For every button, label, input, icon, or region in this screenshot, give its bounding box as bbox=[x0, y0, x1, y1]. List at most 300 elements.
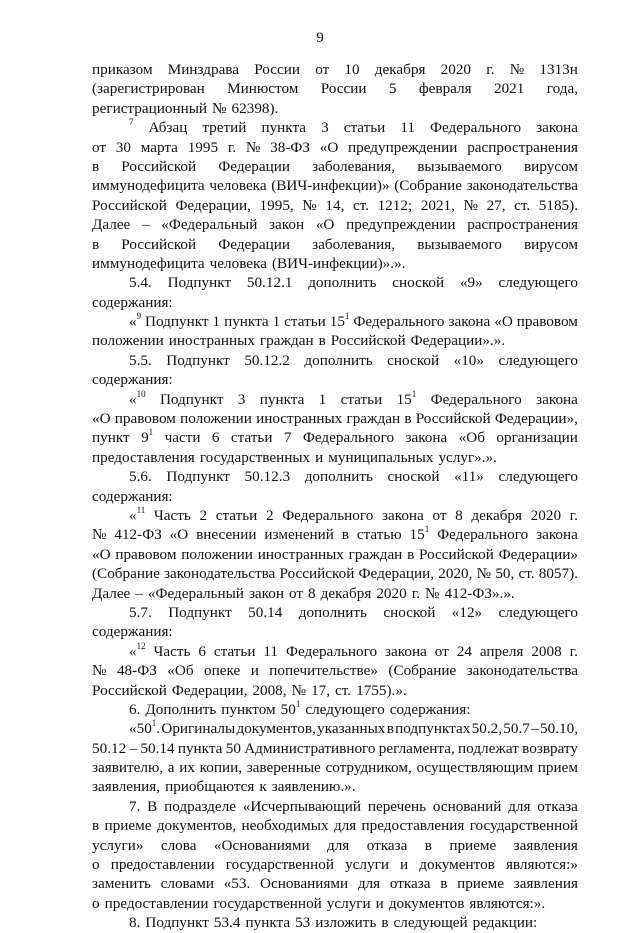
word: Абзац bbox=[148, 119, 188, 137]
word: (ВИЧ-инфекции)» bbox=[271, 177, 390, 195]
word: закона bbox=[536, 526, 578, 544]
word: 3 bbox=[321, 119, 329, 137]
word: 62398). bbox=[231, 99, 279, 117]
word: государственной bbox=[469, 817, 578, 835]
word: «53. bbox=[223, 875, 251, 893]
text-line bbox=[92, 118, 578, 137]
word: «О bbox=[315, 216, 335, 234]
word: – bbox=[142, 216, 150, 234]
word: № bbox=[92, 662, 107, 680]
page-number: 9 bbox=[316, 30, 324, 46]
word: иностранных bbox=[257, 545, 344, 563]
word: регистрационный bbox=[92, 99, 208, 117]
word: 2008, bbox=[252, 681, 287, 699]
word: и bbox=[375, 894, 384, 912]
word: Федерального bbox=[353, 313, 445, 331]
word: г. bbox=[411, 584, 420, 602]
word: Подпункт bbox=[167, 274, 232, 292]
word: Подпункт bbox=[166, 351, 230, 369]
word: ст. bbox=[518, 565, 535, 583]
word: Подпункт bbox=[159, 390, 224, 408]
text-line bbox=[92, 874, 578, 893]
word: законодательства bbox=[466, 177, 578, 195]
word: 1995 bbox=[187, 138, 219, 156]
word: 2 bbox=[199, 506, 208, 524]
word: Часть bbox=[153, 642, 191, 660]
word: 50, bbox=[495, 565, 515, 583]
text-line bbox=[92, 176, 578, 195]
word: (ВИЧ-инфекции)».». bbox=[271, 254, 406, 272]
word: вирусом bbox=[524, 235, 578, 253]
word: для bbox=[357, 875, 381, 893]
word: следующего bbox=[498, 274, 578, 292]
word: Федерации», bbox=[494, 410, 578, 428]
word: 17, bbox=[311, 681, 331, 699]
word: статьи bbox=[343, 119, 386, 137]
text-line bbox=[92, 390, 578, 409]
word: статьи bbox=[340, 390, 383, 408]
word: пункта bbox=[245, 914, 291, 932]
word: Подпункт bbox=[168, 603, 232, 621]
word: и bbox=[250, 662, 259, 680]
word: 2020 bbox=[376, 584, 407, 602]
word: «Федеральный bbox=[147, 584, 244, 602]
text-line bbox=[92, 836, 578, 855]
text-line bbox=[92, 351, 578, 370]
word: о bbox=[92, 856, 100, 874]
word: 6 bbox=[211, 429, 220, 447]
word: в bbox=[404, 410, 412, 428]
word: заявлению.». bbox=[271, 778, 356, 796]
word: граждан bbox=[346, 410, 401, 428]
word: вызываемого bbox=[417, 235, 502, 253]
word: Российской bbox=[92, 681, 167, 699]
word: Минюстом bbox=[227, 80, 299, 98]
text-line bbox=[92, 913, 578, 932]
word: 1755).». bbox=[356, 681, 407, 699]
word: «О bbox=[494, 313, 513, 331]
text-line bbox=[92, 777, 578, 796]
word: приобщаются bbox=[165, 778, 255, 796]
word: приеме bbox=[457, 875, 505, 893]
word: в bbox=[92, 235, 100, 253]
word: Российской bbox=[415, 410, 491, 428]
word: 48-ФЗ bbox=[116, 662, 157, 680]
word: опеке bbox=[204, 662, 241, 680]
word: человека bbox=[209, 254, 267, 272]
word: пункта bbox=[224, 313, 269, 331]
word: 50.12 bbox=[92, 739, 127, 757]
word: заявления, bbox=[92, 778, 161, 796]
word: 2020, bbox=[438, 565, 473, 583]
word: прием bbox=[537, 759, 578, 777]
word: «9» bbox=[459, 274, 483, 292]
word: заменить bbox=[92, 875, 151, 893]
word: предупреждении bbox=[346, 216, 456, 234]
text-line bbox=[92, 642, 578, 661]
word: «Основаниями bbox=[213, 836, 310, 854]
word: декабря bbox=[374, 61, 426, 78]
word: приказом bbox=[92, 61, 153, 78]
word: Федерации, bbox=[175, 196, 251, 214]
word: 50.7 bbox=[503, 720, 530, 738]
word: закона bbox=[448, 313, 491, 331]
word: государственной bbox=[213, 894, 322, 912]
word: в bbox=[440, 875, 448, 893]
word: государственных bbox=[199, 448, 311, 466]
text-line bbox=[92, 235, 578, 254]
word: «О bbox=[92, 545, 111, 563]
word: закона bbox=[381, 506, 424, 524]
text-line bbox=[92, 448, 578, 467]
word: пунктом bbox=[221, 700, 276, 718]
word: иностранных bbox=[168, 332, 255, 350]
word: России bbox=[320, 80, 367, 98]
text-line bbox=[92, 816, 578, 835]
word: в bbox=[381, 914, 389, 932]
word: сноской bbox=[387, 351, 440, 369]
word: 5.7. bbox=[129, 603, 152, 621]
text-line bbox=[92, 312, 578, 331]
text-line bbox=[92, 370, 578, 389]
word: пункта bbox=[177, 739, 223, 757]
word: осуществляющим bbox=[416, 759, 534, 777]
word: 7 bbox=[129, 117, 134, 128]
word: попечительстве» bbox=[269, 662, 378, 680]
word: заявления bbox=[513, 836, 578, 854]
text-line bbox=[92, 564, 578, 583]
word: в bbox=[407, 545, 415, 563]
text-line bbox=[92, 273, 578, 292]
word: содержания: bbox=[92, 293, 173, 311]
word: 5.4. bbox=[129, 274, 152, 292]
word: от bbox=[315, 61, 330, 78]
word: 1212; bbox=[377, 196, 413, 214]
word: содержания: bbox=[92, 487, 173, 505]
word: содержания: bbox=[389, 700, 471, 718]
word: «$^9$ bbox=[129, 311, 142, 331]
word: закона bbox=[536, 390, 578, 408]
word: Административного bbox=[244, 739, 376, 757]
word: 412-ФЗ bbox=[114, 526, 162, 544]
word: закона bbox=[536, 119, 578, 137]
word: распространения bbox=[467, 216, 578, 234]
word: $15^1$ bbox=[409, 524, 430, 544]
word: дополнить bbox=[304, 468, 373, 486]
word: 7 bbox=[283, 429, 292, 447]
word: Российской bbox=[121, 235, 197, 253]
word: 3 bbox=[237, 390, 246, 408]
word: закон bbox=[269, 216, 305, 234]
word: «$^{11}$ bbox=[129, 504, 146, 524]
word: Оригиналы bbox=[161, 720, 236, 738]
word: предоставления bbox=[361, 817, 465, 835]
word: сотрудником, bbox=[325, 759, 412, 777]
word: 6. bbox=[129, 700, 141, 718]
word: № bbox=[509, 61, 525, 78]
word: пункт bbox=[92, 429, 130, 447]
document-body bbox=[92, 60, 578, 933]
word: 27, bbox=[486, 196, 506, 214]
word: (Собрание bbox=[92, 565, 160, 583]
word: 5 bbox=[388, 80, 397, 98]
word: Дополнить bbox=[145, 700, 217, 718]
word: заверенные bbox=[246, 759, 321, 777]
word: от bbox=[289, 584, 304, 602]
word: для bbox=[327, 836, 350, 854]
word: 11 bbox=[400, 119, 415, 137]
word: к bbox=[259, 778, 267, 796]
word: части bbox=[164, 429, 201, 447]
word: «Федеральный bbox=[161, 216, 258, 234]
word: России bbox=[254, 61, 300, 78]
word: документов, bbox=[236, 720, 316, 738]
word: 1313н bbox=[539, 61, 578, 78]
word: 8 bbox=[308, 584, 316, 602]
word: 7. bbox=[129, 797, 141, 815]
word: № bbox=[425, 584, 440, 602]
word: «$^{10}$ bbox=[129, 388, 146, 408]
word: 5185). bbox=[538, 196, 578, 214]
word: статьи bbox=[230, 429, 273, 447]
word: и bbox=[400, 856, 409, 874]
word: ст. bbox=[514, 196, 531, 214]
word: содержания: bbox=[92, 623, 173, 641]
word: дополнить bbox=[304, 351, 373, 369]
text-line bbox=[92, 254, 578, 273]
word: (Собрание bbox=[388, 662, 457, 680]
word: Подпункт bbox=[166, 468, 230, 486]
word: 2021, bbox=[420, 196, 455, 214]
word: – bbox=[129, 739, 138, 757]
word: декабря bbox=[471, 506, 523, 524]
text-line bbox=[92, 719, 578, 738]
word: 50.14 bbox=[140, 739, 175, 757]
word: Минздрава bbox=[167, 61, 240, 78]
word: предоставления bbox=[92, 448, 195, 466]
word: Часть bbox=[153, 506, 191, 524]
word: законодательства bbox=[466, 662, 578, 680]
text-line bbox=[92, 797, 578, 816]
word: регламента, bbox=[378, 739, 455, 757]
word: 6 bbox=[198, 642, 206, 660]
text-line bbox=[92, 331, 578, 350]
word: для bbox=[508, 797, 531, 815]
word: $9^1$ bbox=[141, 427, 154, 447]
word: являются:» bbox=[505, 856, 578, 874]
word: подлежат bbox=[458, 739, 519, 757]
word: иммунодефицита bbox=[92, 177, 205, 195]
word: дополнить bbox=[298, 603, 367, 621]
word: предоставлении bbox=[110, 856, 215, 874]
word: редакции: bbox=[472, 914, 538, 932]
word: 2020 bbox=[530, 506, 562, 524]
word: оснований bbox=[432, 797, 502, 815]
word: Федерации bbox=[218, 157, 291, 175]
word: Федерального bbox=[437, 526, 529, 544]
word: закон bbox=[248, 584, 285, 602]
text-line bbox=[92, 467, 578, 486]
word: ст. bbox=[335, 681, 352, 699]
word: 50.12.2 bbox=[244, 351, 290, 369]
text-line bbox=[92, 60, 578, 79]
word: 50.12.1 bbox=[246, 274, 293, 292]
word: иностранных bbox=[256, 410, 343, 428]
word: следующего bbox=[498, 351, 578, 369]
text-line bbox=[92, 99, 578, 118]
word: пункта bbox=[259, 390, 305, 408]
word: правовом bbox=[115, 545, 177, 563]
word: Российской bbox=[419, 545, 494, 563]
word: 2021 bbox=[493, 80, 525, 98]
word: их bbox=[179, 759, 195, 777]
word: заболевания, bbox=[312, 235, 396, 253]
word: услуги bbox=[345, 856, 389, 874]
word: 412-ФЗ».». bbox=[444, 584, 515, 602]
word: законодательства bbox=[164, 565, 276, 583]
text-line bbox=[92, 681, 578, 700]
word: отказа bbox=[389, 875, 431, 893]
word: иммунодефицита bbox=[92, 254, 205, 272]
word: заявителю, bbox=[92, 759, 164, 777]
word: Основаниями bbox=[259, 875, 349, 893]
word: № bbox=[245, 138, 261, 156]
word: документов, bbox=[156, 817, 237, 835]
word: 30 bbox=[115, 138, 131, 156]
word: 8 bbox=[455, 506, 463, 524]
word: словами bbox=[160, 875, 214, 893]
word: г. bbox=[569, 506, 578, 524]
word: статьи bbox=[284, 313, 326, 331]
text-line bbox=[92, 487, 578, 506]
word: 53.4 bbox=[213, 914, 241, 932]
word: февраля bbox=[418, 80, 472, 98]
word: «$^{12}$ bbox=[129, 640, 146, 660]
word: г. bbox=[486, 61, 495, 78]
word: «О bbox=[169, 526, 189, 544]
word: – bbox=[135, 584, 143, 602]
word: «О bbox=[319, 138, 339, 156]
word: человека bbox=[209, 177, 267, 195]
word: 8. bbox=[129, 914, 141, 932]
word: 2 bbox=[265, 506, 274, 524]
word: изменений bbox=[264, 526, 334, 544]
word: перечень bbox=[367, 797, 427, 815]
word: Федерации, bbox=[171, 681, 248, 699]
word: «Исчерпывающий bbox=[242, 797, 362, 815]
word: в bbox=[318, 332, 326, 350]
word: $15^1$ bbox=[329, 311, 350, 331]
word: государственной bbox=[225, 856, 334, 874]
word: № bbox=[302, 196, 317, 214]
word: статьи bbox=[215, 506, 258, 524]
word: внесении bbox=[196, 526, 257, 544]
word: № bbox=[92, 526, 107, 544]
word: дополнить bbox=[308, 274, 377, 292]
text-line bbox=[92, 215, 578, 234]
word: Российской bbox=[92, 196, 167, 214]
word: марта bbox=[140, 138, 178, 156]
word: – bbox=[531, 720, 539, 738]
word: услуги» bbox=[92, 836, 144, 854]
word: Российской bbox=[330, 332, 406, 350]
word: статью bbox=[356, 526, 402, 544]
word: закона bbox=[405, 429, 448, 447]
word: Далее bbox=[92, 216, 131, 234]
word: распространения bbox=[467, 138, 578, 156]
text-line bbox=[92, 855, 578, 874]
word: 5.6. bbox=[129, 468, 152, 486]
word: следующего bbox=[498, 603, 578, 621]
word: г. bbox=[569, 642, 578, 660]
word: Российской bbox=[279, 565, 355, 583]
word: необходимых bbox=[241, 817, 329, 835]
word: 1 bbox=[318, 390, 327, 408]
text-line bbox=[92, 739, 578, 758]
word: содержания: bbox=[92, 371, 173, 389]
word: подразделе bbox=[164, 797, 236, 815]
word: Подпункт bbox=[145, 313, 209, 331]
word: «О bbox=[92, 410, 111, 428]
word: сноской bbox=[387, 468, 440, 486]
word: предоставлении bbox=[104, 894, 209, 912]
word: следующего bbox=[305, 700, 385, 718]
word: закона bbox=[385, 642, 427, 660]
text-line bbox=[92, 196, 578, 215]
word: в bbox=[386, 720, 394, 738]
word: в bbox=[424, 836, 432, 854]
word: $15^1$ bbox=[396, 388, 417, 408]
word: 38-ФЗ bbox=[270, 138, 310, 156]
text-line bbox=[92, 758, 578, 777]
word: сноской bbox=[383, 603, 436, 621]
word: Федерации, bbox=[358, 565, 435, 583]
word: № bbox=[212, 99, 227, 117]
text-line bbox=[92, 409, 578, 428]
word: года, bbox=[546, 80, 578, 98]
text-line bbox=[92, 157, 578, 176]
word: правовом bbox=[516, 313, 578, 331]
word: 24 bbox=[456, 642, 472, 660]
word: $50^1$ bbox=[280, 698, 301, 718]
word: организации bbox=[496, 429, 578, 447]
word: В bbox=[147, 797, 158, 815]
word: 1995, bbox=[259, 196, 294, 214]
word: «$50^1$. bbox=[129, 718, 161, 738]
word: 50 bbox=[225, 739, 241, 757]
word: изложить bbox=[315, 914, 377, 932]
text-line bbox=[92, 79, 578, 98]
text-line bbox=[92, 545, 578, 564]
word: документов bbox=[388, 894, 465, 912]
word: Российской bbox=[121, 157, 197, 175]
word: 10 bbox=[344, 61, 360, 78]
text-line bbox=[92, 506, 578, 525]
word: в bbox=[341, 526, 349, 544]
word: 14, bbox=[325, 196, 345, 214]
word: Подпункт bbox=[145, 914, 209, 932]
word: Федерального bbox=[282, 506, 374, 524]
word: от bbox=[92, 138, 107, 156]
word: документов bbox=[419, 856, 495, 874]
text-line bbox=[92, 603, 578, 622]
word: граждан bbox=[259, 332, 314, 350]
word: для bbox=[333, 817, 357, 835]
word: муниципальных bbox=[328, 448, 434, 466]
word: положении bbox=[181, 545, 253, 563]
word: «11» bbox=[454, 468, 484, 486]
word: положении bbox=[180, 410, 252, 428]
